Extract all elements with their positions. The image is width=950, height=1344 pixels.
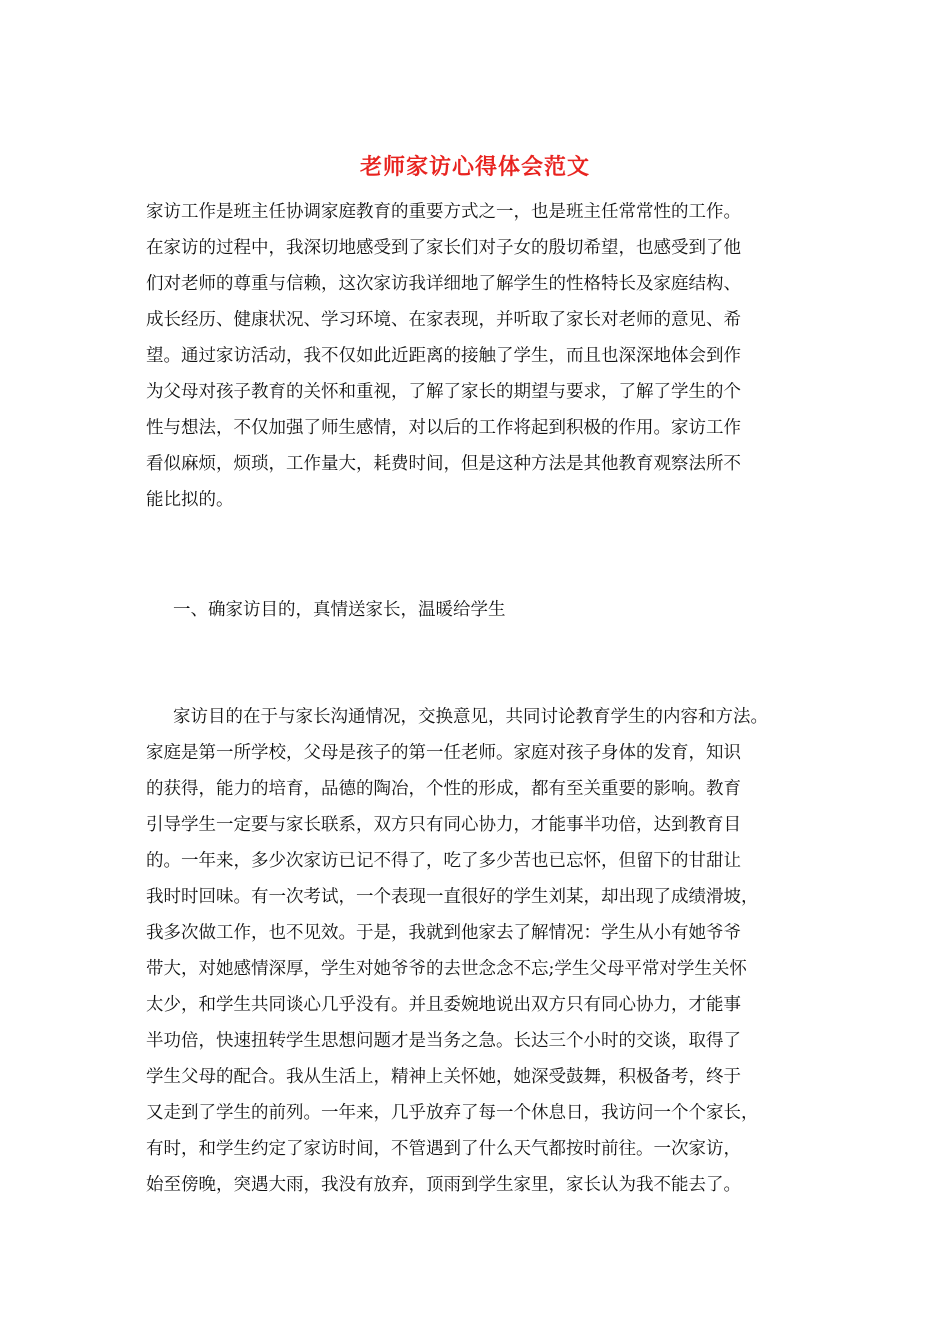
document-title: 老师家访心得体会范文	[359, 154, 590, 180]
intro-line: 望。通过家访活动，我不仅如此近距离的接触了学生，而且也深深地体会到作	[146, 346, 741, 366]
body-line: 有时，和学生约定了家访时间，不管遇到了什么天气都按时前往。一次家访，	[146, 1139, 741, 1159]
intro-line: 为父母对孩子教育的关怀和重视，了解了家长的期望与要求，了解了学生的个	[146, 382, 741, 402]
intro-line: 成长经历、健康状况、学习环境、在家表现，并听取了家长对老师的意见、希	[146, 310, 741, 330]
body-line: 半功倍，快速扭转学生思想问题才是当务之急。长达三个小时的交谈，取得了	[146, 1031, 741, 1051]
body-line: 又走到了学生的前列。一年来，几乎放弃了每一个休息日，我访问一个个家长，	[146, 1103, 759, 1123]
body-line: 带大，对她感情深厚，学生对她爷爷的去世念念不忘;学生父母平常对学生关怀	[146, 959, 747, 979]
body-line: 我多次做工作，也不见效。于是，我就到他家去了解情况：学生从小有她爷爷	[146, 923, 741, 943]
body-line: 学生父母的配合。我从生活上，精神上关怀她，她深受鼓舞，积极备考，终于	[146, 1067, 741, 1087]
intro-line: 家访工作是班主任协调家庭教育的重要方式之一，也是班主任常常性的工作。	[146, 202, 741, 222]
body-line: 家访目的在于与家长沟通情况，交换意见，共同讨论教育学生的内容和方法。	[173, 707, 768, 727]
intro-line: 看似麻烦，烦琐，工作量大，耗费时间，但是这种方法是其他教育观察法所不	[146, 454, 741, 474]
intro-line: 性与想法，不仅加强了师生感情，对以后的工作将起到积极的作用。家访工作	[146, 418, 741, 438]
body-line: 的。一年来，多少次家访已记不得了，吃了多少苦也已忘怀，但留下的甘甜让	[146, 851, 741, 871]
intro-line: 在家访的过程中，我深切地感受到了家长们对子女的殷切希望，也感受到了他	[146, 238, 741, 258]
body-line: 始至傍晚，突遇大雨，我没有放弃，顶雨到学生家里，家长认为我不能去了。	[146, 1175, 741, 1195]
body-line: 引导学生一定要与家长联系，双方只有同心协力，才能事半功倍，达到教育目	[146, 815, 741, 835]
intro-line: 们对老师的尊重与信赖，这次家访我详细地了解学生的性格特长及家庭结构、	[146, 274, 741, 294]
body-line: 太少，和学生共同谈心几乎没有。并且委婉地说出双方只有同心协力，才能事	[146, 995, 741, 1015]
body-line: 家庭是第一所学校，父母是孩子的第一任老师。家庭对孩子身体的发育，知识	[146, 743, 741, 763]
section-heading: 一、确家访目的，真情送家长，温暖给学生	[173, 600, 506, 620]
intro-line: 能比拟的。	[146, 490, 234, 510]
body-line: 的获得，能力的培育，品德的陶冶，个性的形成，都有至关重要的影响。教育	[146, 779, 741, 799]
body-line: 我时时回味。有一次考试，一个表现一直很好的学生刘某，却出现了成绩滑坡，	[146, 887, 759, 907]
